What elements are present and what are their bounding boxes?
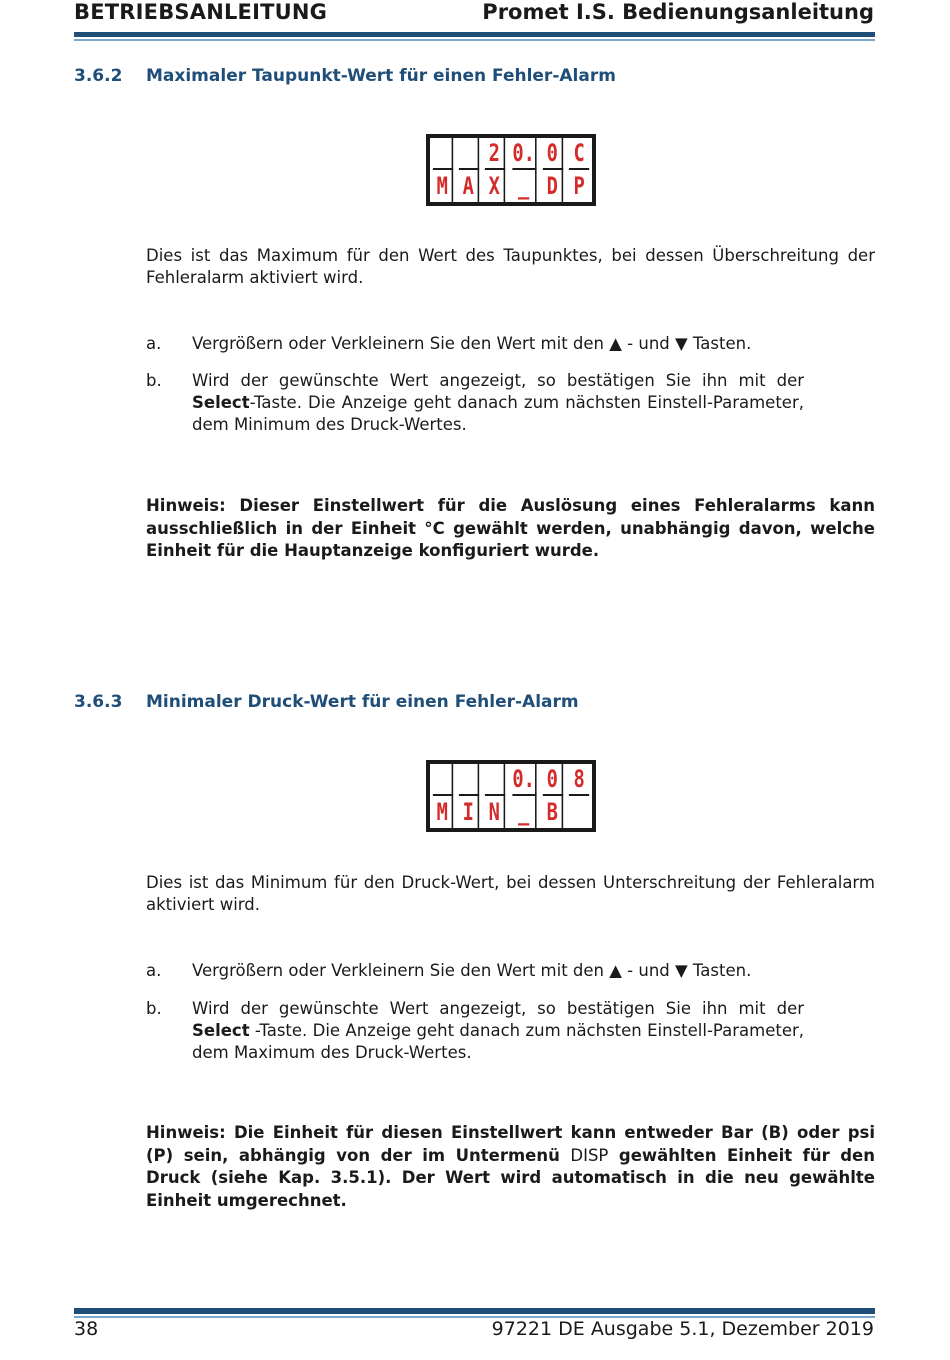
footer-rule [74, 1308, 875, 1314]
lcd-display [426, 760, 596, 832]
lcd-display [426, 134, 596, 206]
section-description: Dies ist das Maximum für den Wert des Taupunktes, bei dessen Überschreitung der Fehleralarm aktiviert wird. [146, 246, 875, 287]
step-text: Vergrößern oder Verkleinern Sie den Wert mit den ▲ - und ▼ Tasten. [192, 961, 752, 980]
lcd-cell: _ [512, 796, 536, 828]
step-text: Wird der gewünschte Wert angezeigt, so bestätigen Sie ihn mit der Select -Taste. Die Anzeige geht danach zum nächsten Einstell-Parameter, dem Maximum des Druck-Wertes. [192, 999, 804, 1062]
step-label: a. [146, 961, 162, 980]
lcd-cell [459, 764, 479, 796]
header-rule [74, 32, 875, 37]
lcd-cell: X [485, 170, 505, 202]
section-number: 3.6.2 [74, 66, 123, 86]
step-label: b. [146, 999, 162, 1018]
lcd-cell: A [459, 170, 479, 202]
note-text: Hinweis: Dieser Einstellwert für die Auslösung eines Fehleralarms kann ausschließlich in der Einheit °C gewählt werden, unabhängig davon, welche Einheit für die Hauptanzeige konfiguriert wurde. [146, 496, 875, 560]
lcd-cell: 0. [512, 764, 536, 796]
select-key-label: Select [192, 1021, 250, 1040]
section-title: Maximaler Taupunkt-Wert für einen Fehler-Alarm [146, 66, 616, 86]
header-left-title: BETRIEBSANLEITUNG [74, 0, 328, 24]
lcd-cell: 0 [542, 138, 562, 170]
lcd-cell: D [542, 170, 562, 202]
section-number: 3.6.3 [74, 692, 123, 712]
lcd-cell: N [485, 796, 505, 828]
step-text: Wird der gewünschte Wert angezeigt, so bestätigen Sie ihn mit der Select-Taste. Die Anzeige geht danach zum nächsten Einstell-Parameter, dem Minimum des Druck-Wertes. [192, 371, 804, 434]
lcd-cell [485, 764, 505, 796]
lcd-cell: C [569, 138, 589, 170]
disp-menu-label: DISP [570, 1145, 609, 1165]
step-label: a. [146, 334, 162, 353]
lcd-cell: B [542, 796, 562, 828]
lcd-cell: I [459, 796, 479, 828]
lcd-cell: 0. [512, 138, 536, 170]
lcd-cell: M [433, 170, 453, 202]
step-label: b. [146, 371, 162, 390]
lcd-cell: P [573, 172, 585, 200]
edition-info: 97221 DE Ausgabe 5.1, Dezember 2019 [491, 1318, 874, 1340]
header-rule-thin [74, 39, 875, 41]
note-text: Hinweis: Die Einheit für diesen Einstellwert kann entweder Bar (B) oder psi (P) sein, abhängig von der im Untermenü DISP gewählten Einheit für den Druck (siehe Kap. 3.5.1). Der Wert wird automatisch in die neu gewählte Einheit umgerechnet. [146, 1123, 875, 1210]
page-number: 38 [74, 1318, 99, 1340]
section-description: Dies ist das Minimum für den Druck-Wert, bei dessen Unterschreitung der Fehleralarm aktiviert wird. [146, 873, 875, 914]
lcd-cell [569, 796, 589, 828]
lcd-cell [433, 138, 453, 170]
step-text: Vergrößern oder Verkleinern Sie den Wert mit den ▲ - und ▼ Tasten. [192, 334, 752, 353]
lcd-cell: M [433, 796, 453, 828]
section-title: Minimaler Druck-Wert für einen Fehler-Alarm [146, 692, 579, 712]
lcd-cell [459, 138, 479, 170]
lcd-cell [433, 764, 453, 796]
select-key-label: Select [192, 393, 250, 412]
lcd-cell: 0 [542, 764, 562, 796]
lcd-cell: 2 [485, 138, 505, 170]
lcd-cell: _ [512, 170, 536, 202]
header-right-title: Promet I.S. Bedienungsanleitung [482, 0, 874, 24]
lcd-cell: 8 [569, 764, 589, 796]
